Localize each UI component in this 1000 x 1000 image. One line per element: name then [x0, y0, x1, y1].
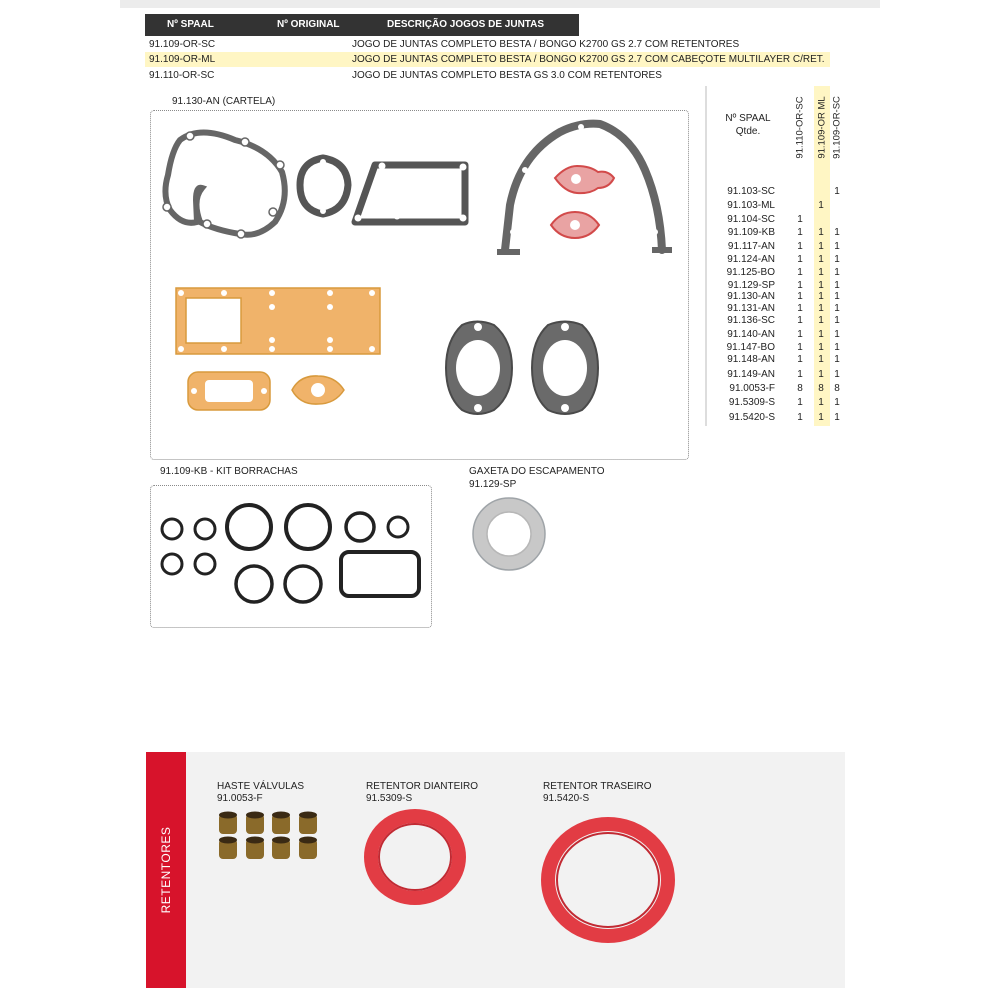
qty-value: 1 — [797, 280, 803, 291]
qty-value: 1 — [797, 227, 803, 238]
valve-stem-seals-image — [219, 812, 317, 860]
qty-value: 1 — [834, 369, 840, 380]
retentores-side-label: RETENTORES — [159, 826, 173, 914]
qty-value: 1 — [818, 200, 824, 211]
qty-value: 1 — [797, 303, 803, 314]
qty-value: 1 — [818, 291, 824, 302]
qty-value: 1 — [797, 342, 803, 353]
kit-description: JOGO DE JUNTAS COMPLETO BESTA / BONGO K2700 GS 2.7 COM RETENTORES — [352, 39, 740, 50]
qty-value: 1 — [834, 315, 840, 326]
kit-description: JOGO DE JUNTAS COMPLETO BESTA / BONGO K2700 GS 2.7 COM CABEÇOTE MULTILAYER C/RET. — [352, 54, 825, 65]
qty-value: 1 — [818, 303, 824, 314]
col-spaal-header: Nº SPAAL — [167, 19, 214, 30]
qty-value: 1 — [818, 241, 824, 252]
qty-value: 1 — [818, 315, 824, 326]
qty-row-code: 91.5420-S — [728, 412, 775, 423]
qty-row-code: 91.0053-F — [729, 383, 775, 394]
qty-value: 1 — [834, 227, 840, 238]
col-description-header: DESCRIÇÃO JOGOS DE JUNTAS — [387, 19, 545, 30]
traseiro-code: 91.5420-S — [543, 793, 590, 804]
kit-code: 91.110-OR-SC — [149, 70, 215, 81]
qty-row-code: 91.140-AN — [727, 329, 775, 340]
qty-value: 1 — [797, 412, 803, 423]
kit-description: JOGO DE JUNTAS COMPLETO BESTA GS 3.0 COM RETENTORES — [352, 70, 662, 81]
qty-value: 1 — [818, 369, 824, 380]
qty-header-qtde: Qtde. — [735, 126, 761, 137]
valve-stem-seal-top — [219, 837, 237, 844]
qty-row-code: 91.130-AN — [727, 291, 775, 302]
qty-value: 1 — [818, 397, 824, 408]
qty-value: 1 — [834, 267, 840, 278]
rear-seal-image — [548, 824, 668, 936]
dianteiro-code: 91.5309-S — [366, 793, 413, 804]
qty-row-code: 91.148-AN — [727, 354, 775, 365]
kit-code: 91.109-OR-ML — [149, 54, 216, 65]
qty-row-code: 91.124-AN — [727, 254, 775, 265]
qty-value: 1 — [834, 342, 840, 353]
qty-row-code: 91.147-BO — [726, 342, 775, 353]
valve-stem-seal-top — [246, 812, 264, 819]
valve-stem-seal-top — [246, 837, 264, 844]
qty-value: 1 — [834, 354, 840, 365]
qty-value: 1 — [797, 214, 803, 225]
qty-row-code: 91.5309-S — [728, 397, 775, 408]
valve-stem-seal-top — [272, 812, 290, 819]
qty-value: 1 — [797, 291, 803, 302]
qty-value: 8 — [818, 383, 824, 394]
borrachas-label: 91.109-KB - KIT BORRACHAS — [160, 466, 298, 477]
qty-row-code: 91.149-AN — [727, 369, 775, 380]
col-header-2: 91.109-OR ML — [816, 96, 828, 159]
qty-value: 8 — [797, 383, 803, 394]
qty-row-code: 91.125-BO — [726, 267, 775, 278]
gaxeta-code: 91.129-SP — [469, 479, 517, 490]
qty-value: 1 — [818, 354, 824, 365]
qty-value: 1 — [797, 241, 803, 252]
qty-row-code: 91.117-AN — [727, 241, 775, 252]
qty-row-code: 91.103-ML — [727, 200, 775, 211]
qty-value: 1 — [818, 227, 824, 238]
qty-value: 1 — [834, 280, 840, 291]
qty-value: 1 — [834, 291, 840, 302]
qty-value: 1 — [797, 329, 803, 340]
valve-stem-seal-top — [272, 837, 290, 844]
col-original-header: Nº ORIGINAL — [277, 19, 340, 30]
front-seal-image — [371, 816, 459, 898]
qty-value: 8 — [834, 383, 840, 394]
col-header-3: 91.109-OR-SC — [831, 96, 843, 159]
qty-value: 1 — [797, 267, 803, 278]
haste-title: HASTE VÁLVULAS — [217, 781, 305, 792]
qty-value: 1 — [818, 254, 824, 265]
qty-header-spaal: Nº SPAAL — [725, 113, 771, 124]
qty-value: 1 — [818, 412, 824, 423]
qty-value: 1 — [797, 354, 803, 365]
qty-value: 1 — [818, 280, 824, 291]
cartela-label: 91.130-AN (CARTELA) — [172, 96, 276, 107]
col-header-1: 91.110-OR-SC — [794, 96, 806, 159]
qty-value: 1 — [834, 254, 840, 265]
qty-value: 1 — [834, 329, 840, 340]
haste-code: 91.0053-F — [217, 793, 263, 804]
gaxeta-title: GAXETA DO ESCAPAMENTO — [469, 466, 605, 477]
qty-value: 1 — [797, 315, 803, 326]
qty-value: 1 — [834, 241, 840, 252]
valve-stem-seal-top — [219, 812, 237, 819]
qty-value: 1 — [834, 397, 840, 408]
qty-value: 1 — [834, 303, 840, 314]
qty-value: 1 — [797, 369, 803, 380]
qty-value: 1 — [797, 397, 803, 408]
traseiro-title: RETENTOR TRASEIRO — [543, 781, 652, 792]
qty-row-code: 91.103-SC — [727, 186, 775, 197]
valve-stem-seal-top — [299, 837, 317, 844]
kit-code: 91.109-OR-SC — [149, 39, 216, 50]
qty-row-code: 91.109-KB — [727, 227, 775, 238]
qty-value: 1 — [797, 254, 803, 265]
qty-row-code: 91.131-AN — [727, 303, 775, 314]
qty-row-code: 91.104-SC — [727, 214, 775, 225]
qty-value: 1 — [818, 329, 824, 340]
dianteiro-title: RETENTOR DIANTEIRO — [366, 781, 479, 792]
qty-value: 1 — [834, 186, 840, 197]
qty-value: 1 — [818, 342, 824, 353]
qty-row-code: 91.129-SP — [727, 280, 775, 291]
qty-value: 1 — [834, 412, 840, 423]
qty-row-code: 91.136-SC — [727, 315, 775, 326]
qty-value: 1 — [818, 267, 824, 278]
valve-stem-seal-top — [299, 812, 317, 819]
